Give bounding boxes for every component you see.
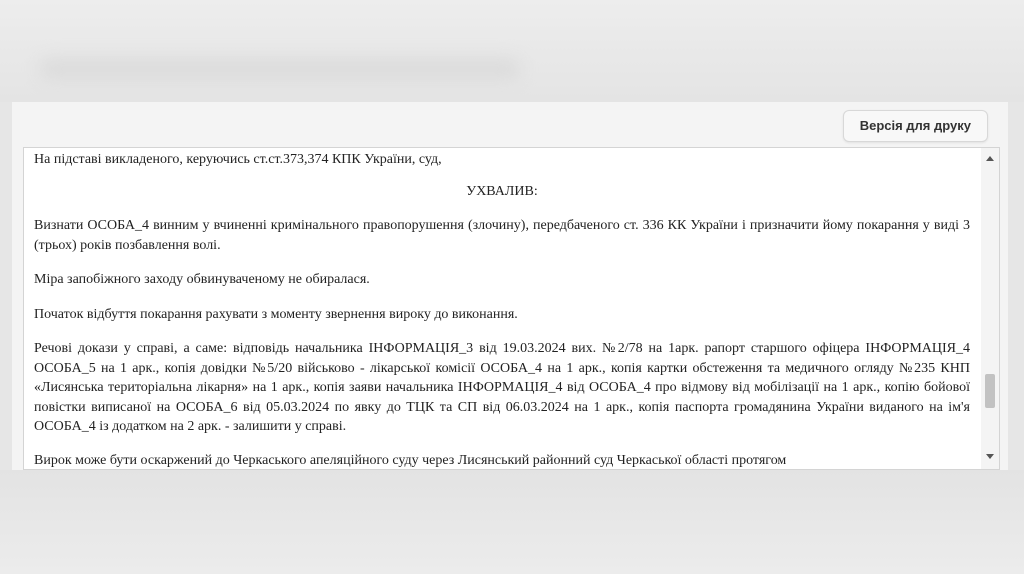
paragraph-sentence: Визнати ОСОБА_4 винним у вчиненні кримінального правопорушення (злочину), передбаченого ст. 336 КК України і призначити йому покарання у виді 3 (трьох) років позбавлення волі. [34,218,970,253]
vertical-scrollbar[interactable] [981,148,999,469]
print-version-button[interactable]: Версія для друку [843,110,988,142]
bottom-background [0,470,1024,574]
document-panel [12,102,1008,470]
scrollbar-thumb[interactable] [985,374,995,408]
paragraph-preventive-measure: Міра запобіжного заходу обвинуваченому не обиралася. [34,272,370,287]
paragraph-evidence: Речові докази у справі, а саме: відповідь начальника ІНФОРМАЦІЯ_3 від 19.03.2024 вих. №2/78 на 1арк. рапорт старшого офіцера ІНФОРМАЦІЯ_4 ОСОБА_5 на 1 арк., копія довідки №5/20 військово - лікарської комісії ОСОБА_4 на 1 арк., копія картки обстеження та медичного огляду №235 КНП «Лисянська територіальна лікарня» на 1 арк., копія заяви начальника ІНФОРМАЦІЯ_4 від ОСОБА_4 про відмову від мобілізації на 1 арк., копію бойової повістки виписаної на ОСОБА_6 від 05.03.2024 по явку до ТЦК та СП від 06.03.2024 на 1 арк., копія паспорта громадянина України виданого на ім'я ОСОБА_4 із додатком на 2 арк. - залишити у справі. [34,341,970,434]
top-background [0,0,1024,102]
document-content [34,148,970,470]
scroll-down-arrow-icon[interactable] [986,454,994,459]
blurred-header [40,58,520,80]
scroll-up-arrow-icon[interactable] [986,156,994,161]
paragraph-basis: На підставі викладеного, керуючись ст.ст.373,374 КПК України, суд, [34,152,442,167]
paragraph-sentence-start: Початок відбуття покарання рахувати з моменту звернення вироку до виконання. [34,306,518,322]
paragraph-appeal: Вирок може бути оскаржений до Черкаського апеляційного суду через Лисянський районний суд Черкаської області протягом [34,452,787,468]
document-text-area[interactable] [23,147,1000,470]
verdict-heading: УХВАЛИВ: [466,183,538,199]
